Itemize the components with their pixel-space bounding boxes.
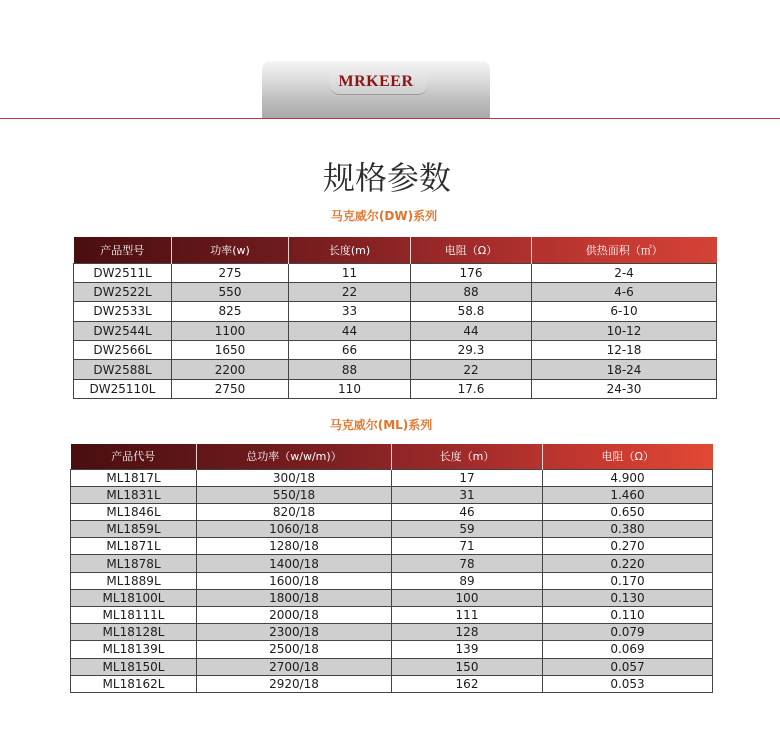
- column-header: 长度（m）: [392, 444, 543, 469]
- table-cell: DW25110L: [74, 379, 172, 398]
- brand-tab: [262, 60, 490, 118]
- table-row: [71, 555, 713, 572]
- table-row: [74, 321, 717, 340]
- table-cell: 4-6: [532, 282, 717, 301]
- table-cell: 1280/18: [197, 538, 392, 555]
- table-row: [71, 521, 713, 538]
- table-cell: 139: [392, 641, 543, 658]
- table-cell: 44: [411, 321, 532, 340]
- table-cell: 22: [289, 282, 411, 301]
- table-cell: 150: [392, 658, 543, 675]
- column-header: 总功率（w/w/m)）: [197, 444, 392, 469]
- ml-spec-table: [70, 444, 713, 693]
- table-row: [74, 360, 717, 379]
- table-cell: ML18150L: [71, 658, 197, 675]
- table-cell: 1650: [172, 341, 289, 360]
- table-cell: 275: [172, 263, 289, 282]
- column-header: 电阻（Ω）: [601, 450, 654, 464]
- table-cell: 128: [392, 624, 543, 641]
- column-header: 供热面积（㎡）: [585, 243, 663, 257]
- table-cell: 1600/18: [197, 572, 392, 589]
- table-cell: ML18111L: [71, 607, 197, 624]
- table-header-row: [74, 237, 717, 263]
- page-title: 规格参数: [322, 159, 451, 197]
- table-cell: 33: [289, 302, 411, 321]
- table-row: [71, 675, 713, 692]
- table-cell: 29.3: [411, 341, 532, 360]
- table-cell: DW2566L: [74, 341, 172, 360]
- table-row: [74, 379, 717, 398]
- table-cell: 88: [289, 360, 411, 379]
- table-row: [71, 572, 713, 589]
- table-cell: 17: [392, 469, 543, 486]
- table-cell: ML1871L: [71, 538, 197, 555]
- table-cell: ML1831L: [71, 486, 197, 503]
- table-cell: 0.170: [543, 572, 713, 589]
- column-header: 长度(m): [289, 237, 411, 263]
- table-row: [71, 503, 713, 520]
- table-cell: 24-30: [532, 379, 717, 398]
- table-cell: 825: [172, 302, 289, 321]
- table-cell: ML18128L: [71, 624, 197, 641]
- table-cell: 2920/18: [197, 675, 392, 692]
- table-cell: 0.057: [543, 658, 713, 675]
- table-cell: 550: [172, 282, 289, 301]
- brand-logo: MRKEER: [338, 73, 414, 90]
- table-cell: DW2511L: [74, 263, 172, 282]
- table-row: [74, 263, 717, 282]
- table-row: [71, 658, 713, 675]
- dw-section-title: 马克威尔(DW)系列: [330, 209, 438, 223]
- table-cell: 550/18: [197, 486, 392, 503]
- table-cell: 2750: [172, 379, 289, 398]
- table-cell: 0.110: [543, 607, 713, 624]
- table-cell: 0.130: [543, 589, 713, 606]
- table-row: [74, 341, 717, 360]
- table-row: [71, 486, 713, 503]
- table-cell: 10-12: [532, 321, 717, 340]
- table-cell: ML1817L: [71, 469, 197, 486]
- table-cell: 162: [392, 675, 543, 692]
- table-row: [71, 607, 713, 624]
- table-cell: 300/18: [197, 469, 392, 486]
- table-cell: 2300/18: [197, 624, 392, 641]
- table-cell: 0.380: [543, 521, 713, 538]
- table-cell: ML18162L: [71, 675, 197, 692]
- ml-section-title: 马克威尔(ML)系列: [329, 418, 433, 432]
- table-cell: DW2522L: [74, 282, 172, 301]
- column-header: 功率(w): [172, 237, 289, 263]
- table-cell: 820/18: [197, 503, 392, 520]
- table-cell: 58.8: [411, 302, 532, 321]
- table-cell: ML18100L: [71, 589, 197, 606]
- table-cell: ML1889L: [71, 572, 197, 589]
- table-cell: 88: [411, 282, 532, 301]
- table-row: [71, 589, 713, 606]
- table-cell: 0.079: [543, 624, 713, 641]
- table-cell: 17.6: [411, 379, 532, 398]
- table-cell: 2200: [172, 360, 289, 379]
- header-divider: [0, 118, 780, 119]
- table-cell: 0.270: [543, 538, 713, 555]
- table-cell: ML1878L: [71, 555, 197, 572]
- table-cell: 12-18: [532, 341, 717, 360]
- table-cell: 1400/18: [197, 555, 392, 572]
- table-cell: 1.460: [543, 486, 713, 503]
- table-cell: 111: [392, 607, 543, 624]
- table-cell: 18-24: [532, 360, 717, 379]
- table-cell: ML18139L: [71, 641, 197, 658]
- table-cell: 2-4: [532, 263, 717, 282]
- table-cell: 11: [289, 263, 411, 282]
- table-row: [71, 624, 713, 641]
- table-cell: 4.900: [543, 469, 713, 486]
- table-row: [71, 641, 713, 658]
- table-row: [74, 282, 717, 301]
- table-cell: 59: [392, 521, 543, 538]
- table-cell: 0.220: [543, 555, 713, 572]
- table-row: [71, 538, 713, 555]
- table-cell: 110: [289, 379, 411, 398]
- table-cell: 1100: [172, 321, 289, 340]
- table-cell: 2500/18: [197, 641, 392, 658]
- table-cell: DW2533L: [74, 302, 172, 321]
- table-cell: 71: [392, 538, 543, 555]
- column-header: 产品代号: [71, 444, 197, 469]
- table-cell: DW2588L: [74, 360, 172, 379]
- table-cell: 46: [392, 503, 543, 520]
- column-header: 产品型号: [74, 237, 172, 263]
- column-header: 电阻（Ω）: [411, 237, 532, 263]
- table-cell: 100: [392, 589, 543, 606]
- table-cell: 6-10: [532, 302, 717, 321]
- table-cell: ML1846L: [71, 503, 197, 520]
- table-cell: 1060/18: [197, 521, 392, 538]
- table-cell: 0.650: [543, 503, 713, 520]
- table-cell: 78: [392, 555, 543, 572]
- table-cell: DW2544L: [74, 321, 172, 340]
- table-cell: 22: [411, 360, 532, 379]
- table-cell: 44: [289, 321, 411, 340]
- table-cell: 0.053: [543, 675, 713, 692]
- table-cell: 176: [411, 263, 532, 282]
- table-header-row: [71, 444, 713, 469]
- table-cell: 2000/18: [197, 607, 392, 624]
- table-cell: 2700/18: [197, 658, 392, 675]
- table-row: [71, 469, 713, 486]
- table-cell: 1800/18: [197, 589, 392, 606]
- table-cell: 0.069: [543, 641, 713, 658]
- dw-spec-table: [73, 237, 717, 399]
- table-cell: 89: [392, 572, 543, 589]
- table-cell: 31: [392, 486, 543, 503]
- table-cell: ML1859L: [71, 521, 197, 538]
- table-row: [74, 302, 717, 321]
- table-cell: 66: [289, 341, 411, 360]
